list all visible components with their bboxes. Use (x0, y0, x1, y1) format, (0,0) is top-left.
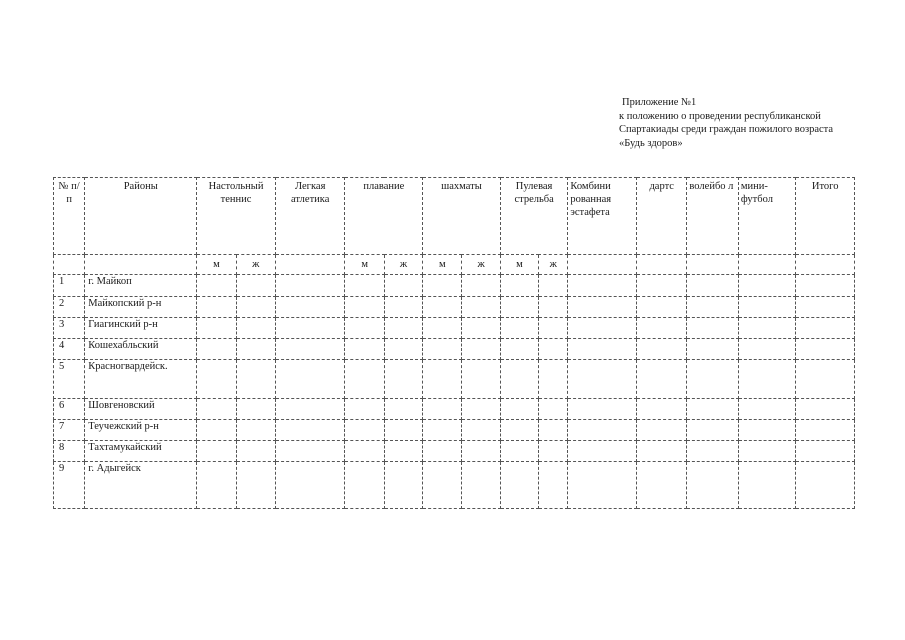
subheader-cell (796, 255, 855, 275)
district-name: г. Майкоп (85, 275, 197, 297)
score-cell (687, 339, 738, 360)
annex-line-3: Спартакиады среди граждан пожилого возраста (619, 124, 834, 135)
score-cell (796, 339, 855, 360)
score-cell (197, 360, 236, 399)
score-cell (462, 441, 500, 462)
score-cell (384, 420, 422, 441)
score-cell (636, 441, 686, 462)
score-cell (636, 360, 686, 399)
row-number: 7 (54, 420, 85, 441)
score-cell (197, 275, 236, 297)
score-cell (539, 441, 568, 462)
score-cell (539, 462, 568, 509)
score-cell (687, 275, 738, 297)
score-cell (236, 462, 275, 509)
score-cell (687, 297, 738, 318)
subheader-cell (85, 255, 197, 275)
district-name: г. Адыгейск (85, 462, 197, 509)
score-cell (568, 297, 637, 318)
header-district: Районы (85, 178, 197, 255)
annex-line-2: к положению о проведении республиканской (619, 110, 821, 122)
score-cell (275, 297, 345, 318)
score-cell (500, 399, 538, 420)
score-cell (738, 441, 796, 462)
score-cell (568, 360, 637, 399)
score-cell (236, 360, 275, 399)
score-cell (539, 339, 568, 360)
table-row (54, 399, 855, 420)
score-cell (462, 420, 500, 441)
score-cell (423, 441, 462, 462)
score-cell (462, 462, 500, 509)
row-number: 6 (54, 399, 85, 420)
table-row (54, 441, 855, 462)
subheader-women: ж (462, 255, 500, 275)
score-cell (384, 441, 422, 462)
score-cell (423, 318, 462, 339)
score-cell (500, 297, 538, 318)
subheader-men: м (197, 255, 236, 275)
score-cell (345, 339, 384, 360)
score-cell (384, 360, 422, 399)
score-cell (636, 275, 686, 297)
subheader-cell (738, 255, 796, 275)
score-cell (423, 399, 462, 420)
score-cell (462, 339, 500, 360)
score-cell (687, 420, 738, 441)
row-number: 3 (54, 318, 85, 339)
score-cell (345, 420, 384, 441)
annex-line-4: «Будь здоров» (619, 137, 683, 149)
score-cell (687, 318, 738, 339)
subheader-row (54, 255, 855, 275)
score-cell (796, 441, 855, 462)
score-cell (568, 318, 637, 339)
score-cell (687, 399, 738, 420)
score-cell (500, 441, 538, 462)
score-cell (345, 441, 384, 462)
score-cell (197, 420, 236, 441)
score-cell (636, 297, 686, 318)
score-cell (796, 399, 855, 420)
score-cell (636, 339, 686, 360)
table-row (54, 297, 855, 318)
score-cell (636, 462, 686, 509)
score-cell (462, 399, 500, 420)
district-name: Красногвардейск. (85, 360, 197, 399)
score-cell (636, 420, 686, 441)
row-number: 1 (54, 275, 85, 297)
district-name: Гиагинский р-н (85, 318, 197, 339)
score-cell (275, 275, 345, 297)
table-row (54, 318, 855, 339)
score-cell (423, 360, 462, 399)
score-cell (568, 339, 637, 360)
header-swimming: плавание (345, 178, 423, 255)
score-cell (423, 339, 462, 360)
annex-title: Приложение №1 (622, 97, 697, 108)
score-cell (539, 360, 568, 399)
score-cell (738, 462, 796, 509)
district-name: Майкопский р-н (85, 297, 197, 318)
score-cell (500, 360, 538, 399)
header-minifootball: мини- футбол (738, 178, 796, 255)
row-number: 5 (54, 360, 85, 399)
header-shooting: Пулевая стрельба (500, 178, 568, 255)
header-relay: Комбини рованная эстафета (568, 178, 637, 255)
score-cell (384, 462, 422, 509)
score-cell (539, 399, 568, 420)
header-number: № п/п (54, 178, 85, 255)
results-table (53, 177, 855, 509)
score-cell (568, 399, 637, 420)
table-row (54, 462, 855, 509)
header-table-tennis: Настольный теннис (197, 178, 276, 255)
subheader-men: м (500, 255, 538, 275)
score-cell (345, 462, 384, 509)
score-cell (275, 339, 345, 360)
score-cell (236, 318, 275, 339)
score-cell (462, 360, 500, 399)
district-name: Теучежский р-н (85, 420, 197, 441)
score-cell (687, 441, 738, 462)
score-cell (197, 399, 236, 420)
score-cell (500, 339, 538, 360)
score-cell (568, 420, 637, 441)
subheader-women: ж (236, 255, 275, 275)
score-cell (539, 420, 568, 441)
score-cell (275, 399, 345, 420)
score-cell (275, 420, 345, 441)
subheader-cell (275, 255, 345, 275)
score-cell (568, 462, 637, 509)
row-number: 9 (54, 462, 85, 509)
score-cell (236, 275, 275, 297)
score-cell (384, 399, 422, 420)
score-cell (236, 297, 275, 318)
score-cell (345, 297, 384, 318)
score-cell (738, 360, 796, 399)
header-volleyball: волейбо л (687, 178, 738, 255)
annex-caption (619, 96, 833, 150)
header-row (54, 178, 855, 255)
subheader-women: ж (539, 255, 568, 275)
score-cell (345, 360, 384, 399)
subheader-cell (568, 255, 637, 275)
header-athletics: Легкая атлетика (275, 178, 345, 255)
score-cell (236, 420, 275, 441)
score-cell (636, 318, 686, 339)
score-cell (384, 297, 422, 318)
score-cell (738, 275, 796, 297)
district-name: Шовгеновский (85, 399, 197, 420)
header-chess: шахматы (423, 178, 501, 255)
score-cell (197, 318, 236, 339)
score-cell (568, 275, 637, 297)
row-number: 4 (54, 339, 85, 360)
score-cell (500, 275, 538, 297)
header-total: Итого (796, 178, 855, 255)
row-number: 8 (54, 441, 85, 462)
district-name: Кошехабльский (85, 339, 197, 360)
subheader-men: м (345, 255, 384, 275)
score-cell (687, 360, 738, 399)
score-cell (500, 462, 538, 509)
score-cell (539, 318, 568, 339)
table-row (54, 420, 855, 441)
score-cell (636, 399, 686, 420)
score-cell (568, 441, 637, 462)
score-cell (197, 462, 236, 509)
score-cell (423, 420, 462, 441)
score-cell (423, 462, 462, 509)
score-cell (796, 318, 855, 339)
score-cell (738, 318, 796, 339)
score-cell (738, 297, 796, 318)
score-cell (275, 462, 345, 509)
score-cell (500, 420, 538, 441)
score-cell (345, 275, 384, 297)
score-cell (539, 297, 568, 318)
district-name: Тахтамукайский (85, 441, 197, 462)
score-cell (384, 275, 422, 297)
score-cell (462, 297, 500, 318)
score-cell (738, 399, 796, 420)
score-cell (687, 462, 738, 509)
table-row (54, 339, 855, 360)
score-cell (796, 462, 855, 509)
score-cell (462, 275, 500, 297)
score-cell (197, 339, 236, 360)
score-cell (423, 275, 462, 297)
score-cell (236, 399, 275, 420)
subheader-men: м (423, 255, 462, 275)
score-cell (796, 275, 855, 297)
score-cell (236, 339, 275, 360)
score-cell (275, 318, 345, 339)
subheader-women: ж (384, 255, 422, 275)
subheader-cell (636, 255, 686, 275)
score-cell (384, 318, 422, 339)
score-cell (236, 441, 275, 462)
subheader-cell (687, 255, 738, 275)
score-cell (539, 275, 568, 297)
header-darts: дартс (636, 178, 686, 255)
table-row (54, 275, 855, 297)
score-cell (384, 339, 422, 360)
row-number: 2 (54, 297, 85, 318)
score-cell (462, 318, 500, 339)
score-cell (796, 297, 855, 318)
score-cell (275, 360, 345, 399)
score-cell (197, 441, 236, 462)
score-cell (423, 297, 462, 318)
score-cell (738, 339, 796, 360)
subheader-cell (54, 255, 85, 275)
score-cell (275, 441, 345, 462)
score-cell (796, 420, 855, 441)
score-cell (796, 360, 855, 399)
score-cell (345, 399, 384, 420)
table-row (54, 360, 855, 399)
score-cell (197, 297, 236, 318)
score-cell (500, 318, 538, 339)
score-cell (345, 318, 384, 339)
score-cell (738, 420, 796, 441)
